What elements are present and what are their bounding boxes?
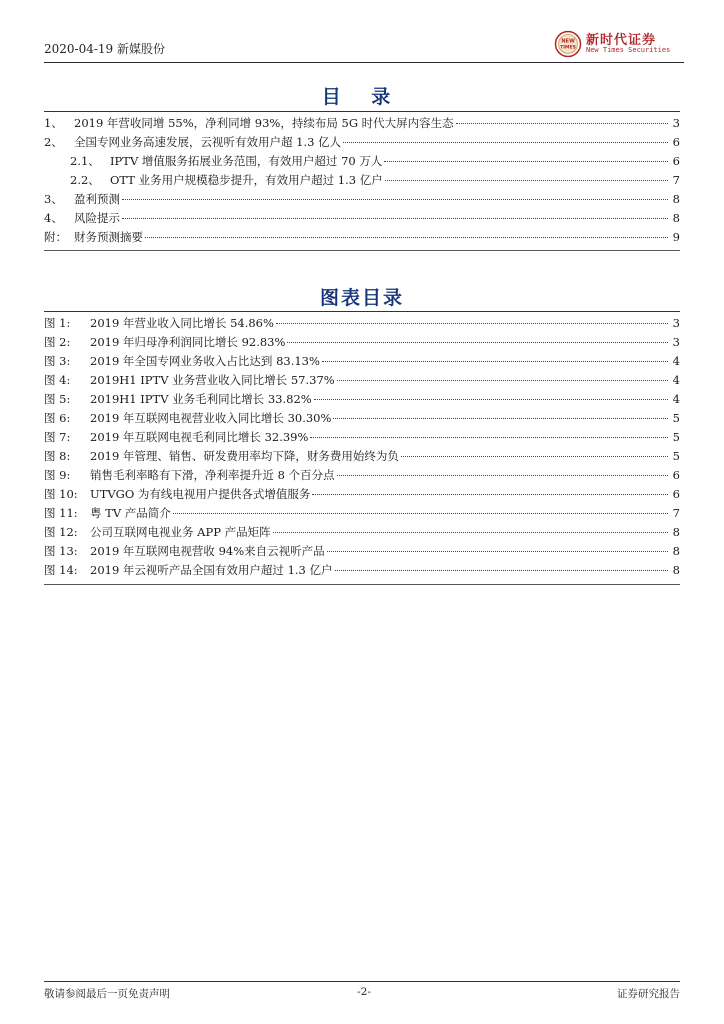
entry-number: 图 7: [44, 430, 71, 444]
entry-title: 2019 年互联网电视毛利同比增长 32.39% [90, 430, 309, 444]
entry-page: 4 [672, 354, 680, 368]
entry-number: 图 6: [44, 411, 71, 425]
figure-entry[interactable] [44, 409, 680, 428]
entry-title: 2019 年营业收入同比增长 54.86% [90, 316, 274, 330]
footer-report-type: 证券研究报告 [617, 988, 680, 1000]
entry-page: 7 [672, 506, 680, 520]
figure-entry[interactable] [44, 561, 680, 580]
figures-bottom-rule [44, 584, 680, 585]
toc-entry[interactable] [44, 228, 680, 247]
toc-top-rule [44, 111, 680, 112]
dot-leader [456, 123, 668, 124]
entry-number: 图 9: [44, 468, 71, 482]
entry-number: 图 13: [44, 544, 78, 558]
dot-leader [287, 342, 668, 343]
figure-entry[interactable] [44, 314, 680, 333]
entry-number: 图 2: [44, 335, 71, 349]
dot-leader [322, 361, 668, 362]
toc-entry[interactable] [44, 152, 680, 171]
entry-page: 3 [672, 316, 680, 330]
entry-number: 图 8: [44, 449, 71, 463]
entry-number: 图 4: [44, 373, 71, 387]
entry-title: 财务预测摘要 [74, 230, 143, 244]
entry-page: 5 [672, 449, 680, 463]
entry-page: 8 [672, 525, 680, 539]
dot-leader [312, 494, 668, 495]
dot-leader [122, 218, 668, 219]
svg-text:NEW: NEW [561, 38, 575, 45]
svg-text:TIMES: TIMES [560, 45, 576, 51]
entry-page: 3 [672, 116, 680, 130]
entry-title: 2019 年互联网电视营业收入同比增长 30.30% [90, 411, 332, 425]
figure-entry[interactable] [44, 504, 680, 523]
logo-chinese-name: 新时代证券 [586, 33, 657, 48]
page-footer [44, 981, 680, 1000]
toc-entry[interactable] [44, 114, 680, 133]
toc-title: 目 录 [321, 86, 403, 108]
entry-page: 8 [672, 563, 680, 577]
figure-entry[interactable] [44, 428, 680, 447]
dot-leader [385, 180, 668, 181]
entry-title: 风险提示 [74, 211, 120, 225]
figure-entry[interactable] [44, 333, 680, 352]
entry-title: 2019 年全国专网业务收入占比达到 83.13% [90, 354, 320, 368]
entry-title: 2019H1 IPTV 业务毛利同比增长 33.82% [90, 392, 312, 406]
dot-leader [337, 380, 668, 381]
entry-title: 2019 年管理、销售、研发费用率均下降，财务费用始终为负 [90, 449, 399, 463]
entry-number: 图 12: [44, 525, 78, 539]
entry-page: 4 [672, 373, 680, 387]
entry-page: 9 [672, 230, 680, 244]
entry-number: 2.2、 [70, 173, 100, 187]
entry-number: 图 3: [44, 354, 71, 368]
entry-number: 附： [44, 230, 67, 244]
entry-page: 6 [672, 468, 680, 482]
entry-page: 8 [672, 192, 680, 206]
entry-title: 2019 年互联网电视营收 94%来自云视听产品 [90, 544, 325, 558]
dot-leader [173, 513, 668, 514]
entry-page: 4 [672, 392, 680, 406]
dot-leader [122, 199, 668, 200]
entry-number: 2.1、 [70, 154, 100, 168]
logo-mark-icon [554, 30, 582, 58]
figure-entry[interactable] [44, 485, 680, 504]
figure-entry[interactable] [44, 447, 680, 466]
dot-leader [335, 570, 668, 571]
toc-entry[interactable] [44, 209, 680, 228]
entry-page: 6 [672, 487, 680, 501]
toc-bottom-rule [44, 250, 680, 251]
entry-number: 4、 [44, 211, 63, 225]
logo-english-name: New Times Securities [586, 46, 671, 54]
entry-number: 3、 [44, 192, 63, 206]
entry-title: 2019H1 IPTV 业务营业收入同比增长 57.37% [90, 373, 335, 387]
entry-title: 2019 年营收同增 55%，净利同增 93%，持续布局 5G 时代大屏内容生态 [74, 116, 454, 130]
dot-leader [314, 399, 668, 400]
entry-number: 图 14: [44, 563, 78, 577]
entry-number: 图 11: [44, 506, 78, 520]
toc-entry[interactable] [44, 190, 680, 209]
figure-entry[interactable] [44, 523, 680, 542]
entry-title: 全国专网业务高速发展，云视听有效用户超 1.3 亿人 [74, 135, 342, 149]
figure-entry[interactable] [44, 390, 680, 409]
dot-leader [273, 532, 668, 533]
figures-title: 图表目录 [319, 287, 404, 309]
brand-logo [554, 28, 684, 58]
entry-page: 6 [672, 154, 680, 168]
dot-leader [145, 237, 668, 238]
entry-number: 图 5: [44, 392, 71, 406]
entry-title: 2019 年云视听产品全国有效用户超过 1.3 亿户 [90, 563, 333, 577]
dot-leader [337, 475, 668, 476]
entry-title: UTVGO 为有线电视用户提供各式增值服务 [90, 487, 311, 501]
dot-leader [327, 551, 668, 552]
entry-page: 7 [672, 173, 680, 187]
entry-title: 粤 TV 产品简介 [90, 506, 171, 520]
entry-number: 图 10: [44, 487, 78, 501]
dot-leader [333, 418, 668, 419]
entry-title: 2019 年归母净利润同比增长 92.83% [90, 335, 286, 349]
entry-page: 8 [672, 211, 680, 225]
dot-leader [384, 161, 668, 162]
entry-title: 盈利预测 [74, 192, 120, 206]
dot-leader [343, 142, 668, 143]
page-header [44, 28, 684, 63]
dot-leader [276, 323, 668, 324]
entry-number: 图 1: [44, 316, 71, 330]
figure-entry[interactable] [44, 466, 680, 485]
toc-entry[interactable] [44, 171, 680, 190]
entry-title: IPTV 增值服务拓展业务范围，有效用户超过 70 万人 [110, 154, 383, 168]
toc-entry[interactable] [44, 133, 680, 152]
entry-title: OTT 业务用户规模稳步提升，有效用户超过 1.3 亿户 [110, 173, 383, 187]
entry-page: 5 [672, 430, 680, 444]
entry-number: 2、 [44, 135, 63, 149]
dot-leader [401, 456, 668, 457]
figures-list [44, 314, 680, 580]
figure-entry[interactable] [44, 352, 680, 371]
footer-disclaimer: 敬请参阅最后一页免责声明 [44, 988, 170, 1000]
entry-page: 6 [672, 135, 680, 149]
footer-page-number: -2- [357, 986, 371, 998]
entry-title: 销售毛利率略有下滑，净利率提升近 8 个百分点 [90, 468, 335, 482]
entry-page: 8 [672, 544, 680, 558]
header-date-company: 2020-04-19 新媒股份 [44, 42, 166, 56]
entry-page: 3 [672, 335, 680, 349]
entry-page: 5 [672, 411, 680, 425]
entry-number: 1、 [44, 116, 63, 130]
figure-entry[interactable] [44, 371, 680, 390]
toc-list [44, 114, 680, 247]
figure-entry[interactable] [44, 542, 680, 561]
dot-leader [310, 437, 668, 438]
figures-top-rule [44, 311, 680, 312]
entry-title: 公司互联网电视业务 APP 产品矩阵 [90, 525, 271, 539]
